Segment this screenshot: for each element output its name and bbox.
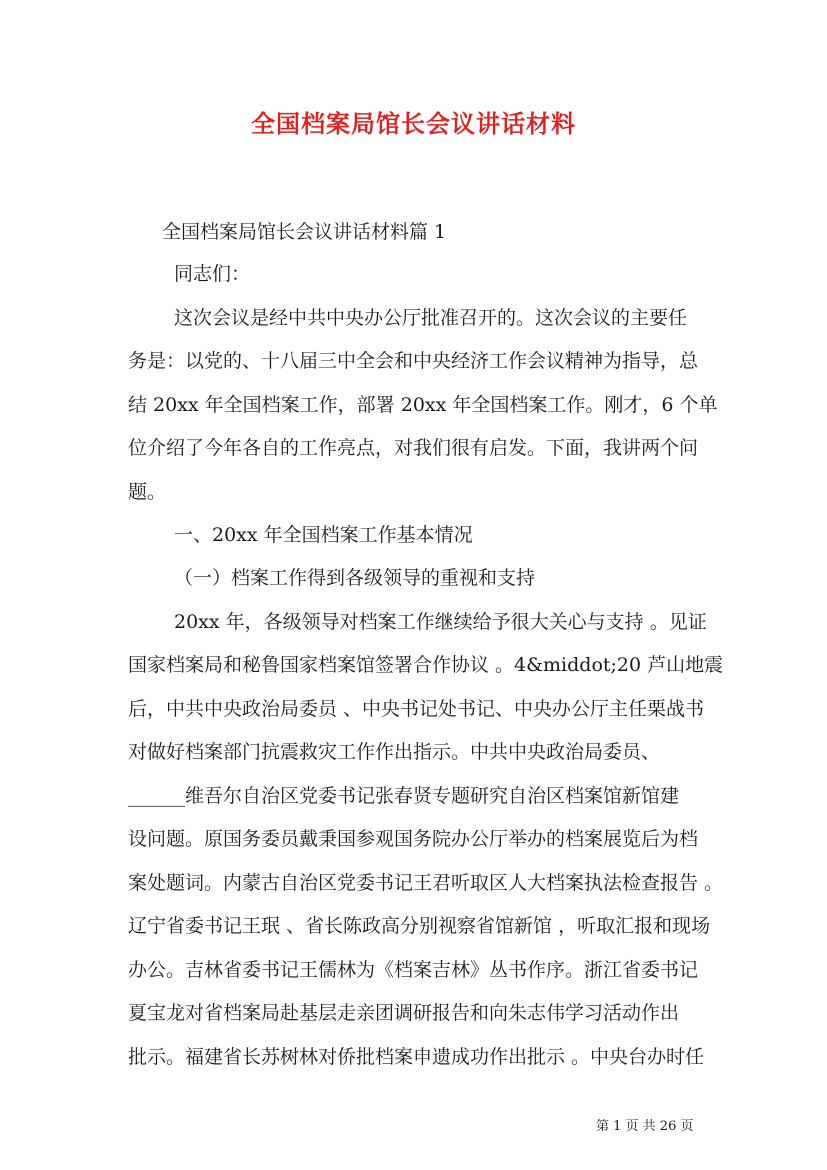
- paragraph-line: 国家档案局和秘鲁国家档案馆签署合作协议 。4&middot;20 芦山地震: [128, 654, 724, 676]
- document-title: 全国档案局馆长会议讲话材料: [251, 109, 576, 138]
- subsection-heading: （一）档案工作得到各级领导的重视和支持: [174, 567, 536, 589]
- paragraph-line: 20xx 年，各级领导对档案工作继续给予很大关心与支持 。见证: [174, 611, 707, 633]
- paragraph-line: 结 20xx 年全国档案工作，部署 20xx 年全国档案工作。刚才，6 个单: [128, 394, 718, 416]
- section-heading: 全国档案局馆长会议讲话材料篇 1: [162, 221, 447, 243]
- paragraph-line: 办公。吉林省委书记王儒林为《档案吉林》丛书作序。浙江省委书记: [128, 959, 699, 981]
- salutation: 同志们：: [174, 263, 251, 285]
- paragraph-line: 设问题。原国务委员戴秉国参观国务院办公厅举办的档案展览后为档: [128, 828, 699, 850]
- paragraph-line: 这次会议是经中共中央办公厅批准召开的。这次会议的主要任: [174, 307, 688, 329]
- paragraph-line: 批示。福建省长苏树林对侨批档案申遗成功作出批示 。中央台办时任: [128, 1046, 705, 1068]
- paragraph-line: 位介绍了今年各自的工作亮点，对我们很有启发。下面，我讲两个问: [128, 437, 699, 459]
- paragraph-line: 对做好档案部门抗震救灾工作作出指示。中共中央政治局委员、: [128, 741, 661, 763]
- page-number-footer: 第 1 页 共 26 页: [596, 1119, 694, 1134]
- section-heading: 一、20xx 年全国档案工作基本情况: [174, 524, 473, 546]
- paragraph-line: 题。: [128, 481, 167, 503]
- paragraph-line: 务是：以党的、十八届三中全会和中央经济工作会议精神为指导，总: [128, 350, 699, 372]
- paragraph-line: 案处题词。内蒙古自治区党委书记王君听取区人大档案执法检查报告 。: [128, 872, 724, 894]
- paragraph-line: ______维吾尔自治区党委书记张春贤专题研究自治区档案馆新馆建: [128, 785, 680, 807]
- paragraph-line: 后，中共中央政治局委员 、中央书记处书记、中央办公厅主任栗战书: [128, 698, 705, 720]
- paragraph-line: 辽宁省委书记王珉 、省长陈政高分别视察省馆新馆 ，听取汇报和现场: [128, 915, 711, 937]
- paragraph-line: 夏宝龙对省档案局赴基层走亲团调研报告和向朱志伟学习活动作出: [128, 1002, 680, 1024]
